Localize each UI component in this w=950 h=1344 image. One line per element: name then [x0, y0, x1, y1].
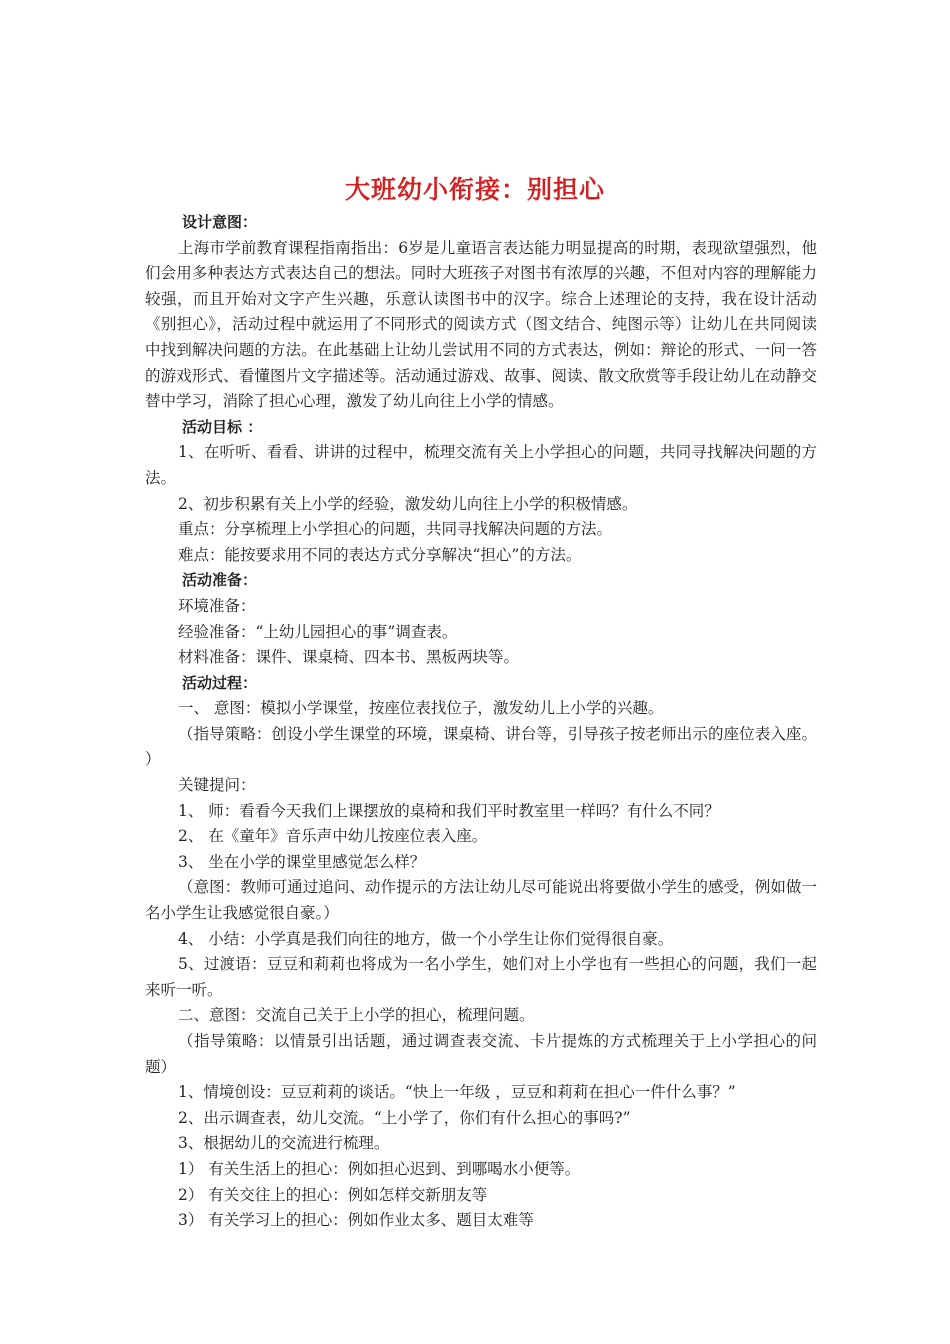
step1-strategy: （指导策略：创设小学生课堂的环境，课桌椅、讲台等，引导孩子按老师出示的座位表入座。 ） [145, 724, 817, 769]
key-questions-label: 关键提问： [178, 776, 256, 795]
question-2: 2、 在《童年》音乐声中幼儿按座位表入座。 [178, 827, 488, 846]
goal-item-1: 1、在听听、看看、讲讲的过程中，梳理交流有关上小学担心的问题，共同寻找解决问题的方法。 [145, 443, 817, 487]
activity-prep-heading: 活动准备： [182, 571, 258, 590]
prep-environment: 环境准备： [178, 596, 256, 615]
activity-process-heading: 活动过程： [182, 673, 258, 692]
goal-item-2: 2、初步积累有关上小学的经验，激发幼儿向往上小学的积极情感。 [178, 494, 638, 513]
step2-sub-item-2: 2） 有关交往上的担心：例如怎样交新朋友等 [178, 1185, 488, 1204]
design-intent-heading: 设计意图： [182, 213, 258, 231]
step2-intent: 二、意图：交流自己关于上小学的担心，梳理问题。 [178, 1006, 535, 1025]
question-1: 1、 师：看看今天我们上课摆放的桌椅和我们平时教室里一样吗？有什么不同？ [178, 801, 720, 820]
step2-item-1: 1、情境创设：豆豆莉莉的谈话。“快上一年级 ，豆豆和莉莉在担心一件什么事？” [178, 1083, 736, 1102]
difficulty-point: 难点：能按要求用不同的表达方式分享解决“担心”的方法。 [178, 545, 582, 564]
design-intent-paragraph: 上海市学前教育课程指南指出：6岁是儿童语言表达能力明显提高的时期，表现欲望强烈，他们会用多种表达方式表达自己的想法。同时大班孩子对图书有浓厚的兴趣，不但对内容的理解能力较强，而且开始对文字产生兴趣，乐意认读图书中的汉字。综合上述理论的支持，我在设计活动《别担心》，活动过程中就运用了不同形式的阅读方式（图文结合、纯图示等）让幼儿在共同阅读中找到解决问题的方法。在此基础上让幼儿尝试用不同的方式表达，例如：辩论的形式、一问一答的游戏形式、看懂图片文字描述等。活动通过游戏、故事、阅读、散文欣赏等手段让幼儿在动静交替中学习，消除了担心心理，激发了幼儿向往上小学的情感。 [145, 238, 817, 411]
step2-item-3: 3、根据幼儿的交流进行梳理。 [178, 1134, 390, 1153]
prep-experience: 经验准备：“上幼儿园担心的事”调查表。 [178, 622, 458, 641]
prep-materials: 材料准备：课件、课桌椅、四本书、黑板两块等。 [178, 648, 520, 667]
question-4: 4、 小结：小学真是我们向往的地方，做一个小学生让你们觉得很自豪。 [178, 929, 674, 948]
step2-item-2: 2、出示调查表，幼儿交流。“上小学了，你们有什么担心的事吗?” [178, 1108, 631, 1127]
step2-sub-item-1: 1） 有关生活上的担心：例如担心迟到、到哪喝水小便等。 [178, 1159, 581, 1178]
step2-strategy: （指导策略：以情景引出话题，通过调查表交流、卡片提炼的方式梳理关于上小学担心的问题） [145, 1032, 817, 1076]
question-3: 3、 坐在小学的课堂里感觉怎么样？ [178, 852, 426, 871]
document-title: 大班幼小衔接：别担心 [344, 175, 605, 204]
question-3-note: （意图：教师可通过追问、动作提示的方法让幼儿尽可能说出将要做小学生的感受，例如做一名小学生让我感觉很自豪。） [145, 878, 817, 923]
step1-intent: 一、 意图：模拟小学课堂，按座位表找位子，激发幼儿上小学的兴趣。 [178, 699, 664, 718]
document-body [145, 210, 817, 1234]
question-5: 5、过渡语：豆豆和莉莉也将成为一名小学生，她们对上小学也有一些担心的问题，我们一起来听一听。 [145, 955, 817, 999]
key-point: 重点：分享梳理上小学担心的问题，共同寻找解决问题的方法。 [178, 520, 613, 539]
activity-goals-heading: 活动目标 ： [182, 417, 263, 436]
step2-sub-item-3: 3） 有关学习上的担心：例如作业太多、题目太难等 [178, 1211, 534, 1230]
